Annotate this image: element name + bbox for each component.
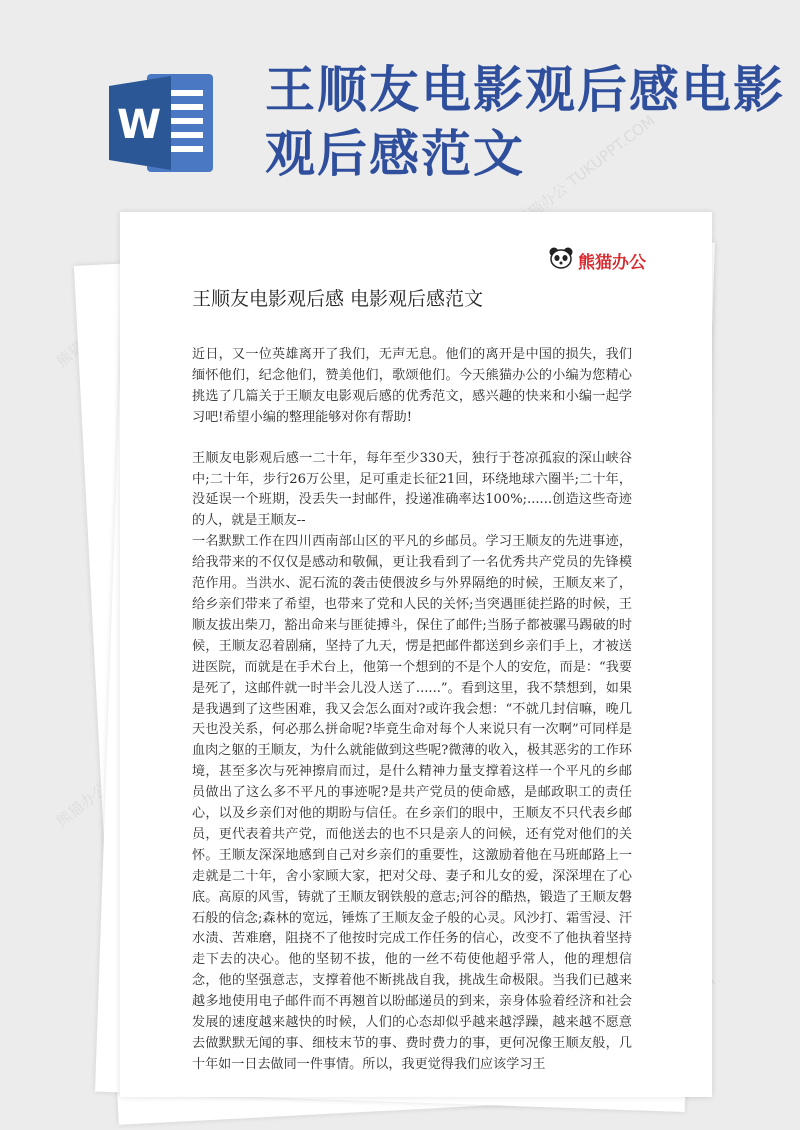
brand-name: 熊猫办公: [578, 252, 646, 273]
word-document-icon: [107, 68, 217, 178]
brand-logo: [548, 246, 646, 274]
watermark: 熊猫办公: [52, 779, 112, 831]
document-page: [120, 212, 712, 1097]
paragraph: 近日，又一位英雄离开了我们，无声无息。他们的离开是中国的损失，我们缅怀他们，纪念他们，赞美他们，歌颂他们。今天熊猫办公的小编为您精心挑选了几篇关于王顺友电影观后感的优秀范文，感兴趣的快来和小编一起学习吧!希望小编的整理能够对你有帮助!: [192, 347, 632, 425]
banner-title: 王顺友电影观后感电影观后感范文: [265, 61, 785, 183]
panda-icon: [548, 246, 574, 274]
paragraph: 一名默默工作在四川西南部山区的平凡的乡邮员。学习王顺友的先进事迹，给我带来的不仅仅是感动和敬佩，更让我看到了一名优秀共产党员的先锋模范作用。当洪水、泥石流的袭击使偎波乡与外界隔绝的时候，王顺友来了，给乡亲们带来了希望，也带来了党和人民的关怀;当突遇匪徒拦路的时候，王顺友拔出柴刀，豁出命来与匪徒搏斗，保住了邮件;当肠子都被骡马踢破的时候，王顺友忍着剧痛，坚持了九天，愣是把邮件都送到乡亲们手上，才被送进医院，而就是在手术台上，他第一个想到的不是个人的安危，而是：“我要是死了，这邮件就一时半会儿没人送了......”。看到这里，我不禁想到，如果是我遇到了这些困难，我又会怎么面对?或许我会想：“不就几封信嘛，晚几天也没关系，何必那么拼命呢?毕竟生命对每个人来说只有一次啊”可同样是血肉之躯的王顺友，为什么就能做到这些呢?微薄的收入，极其恶劣的工作环境，甚至多次与死神擦肩而过，是什么精神力量支撑着这样一个平凡的乡邮员做出了这么多不平凡的事迹呢?是共产党员的使命感，是邮政职工的责任心，以及乡亲们对他的期盼与信任。在乡亲们的眼中，王顺友不只代表乡邮员，更代表着共产党，而他送去的也不只是亲人的问候，还有党对他们的关怀。王顺友深深地感到自己对乡亲们的重要性，这激励着他在马班邮路上一走就是二十年，舍小家顾大家，把对父母、妻子和儿女的爱，深深埋在了心底。高原的风雪，铸就了王顺友钢铁般的意志;河谷的酷热，锻造了王顺友磐石般的信念;森林的宽远，锤炼了王顺友金子般的心灵。风沙打、霜雪浸、汗水渍、苦难磨，阻挠不了他按时完成工作任务的信心，改变不了他执着坚持走下去的决心。他的坚韧不拔，他的一丝不苟使他超乎常人，他的理想信念，他的坚强意志，支撑着他不断挑战自我，挑战生命极限。当我们已越来越多地使用电子邮件而不再翘首以盼邮递员的到来，亲身体验着经济和社会发展的速度越来越快的时候，人们的心态却似乎越来越浮躁，越来越不愿意去做默默无闻的事、细枝末节的事、费时费力的事，更何况像王顺友般，几十年如一日去做同一件事情。所以，我更觉得我们应该学习王: [192, 534, 632, 1072]
word-letter: W: [116, 102, 162, 148]
document-title: 王顺友电影观后感 电影观后感范文: [192, 288, 484, 310]
document-body: [192, 345, 632, 1076]
watermark: 熊猫办公 TUKUPPT.COM: [512, 111, 659, 231]
paragraph: 王顺友电影观后感一二十年，每年至少330天，独行于苍凉孤寂的深山峡谷中;二十年，步行26万公里，足可重走长征21回，环绕地球六圈半;二十年，没延误一个班期，没丢失一封邮件，投递准确率达100%;......创造这些奇迹的人，就是王顺友--: [192, 450, 632, 529]
